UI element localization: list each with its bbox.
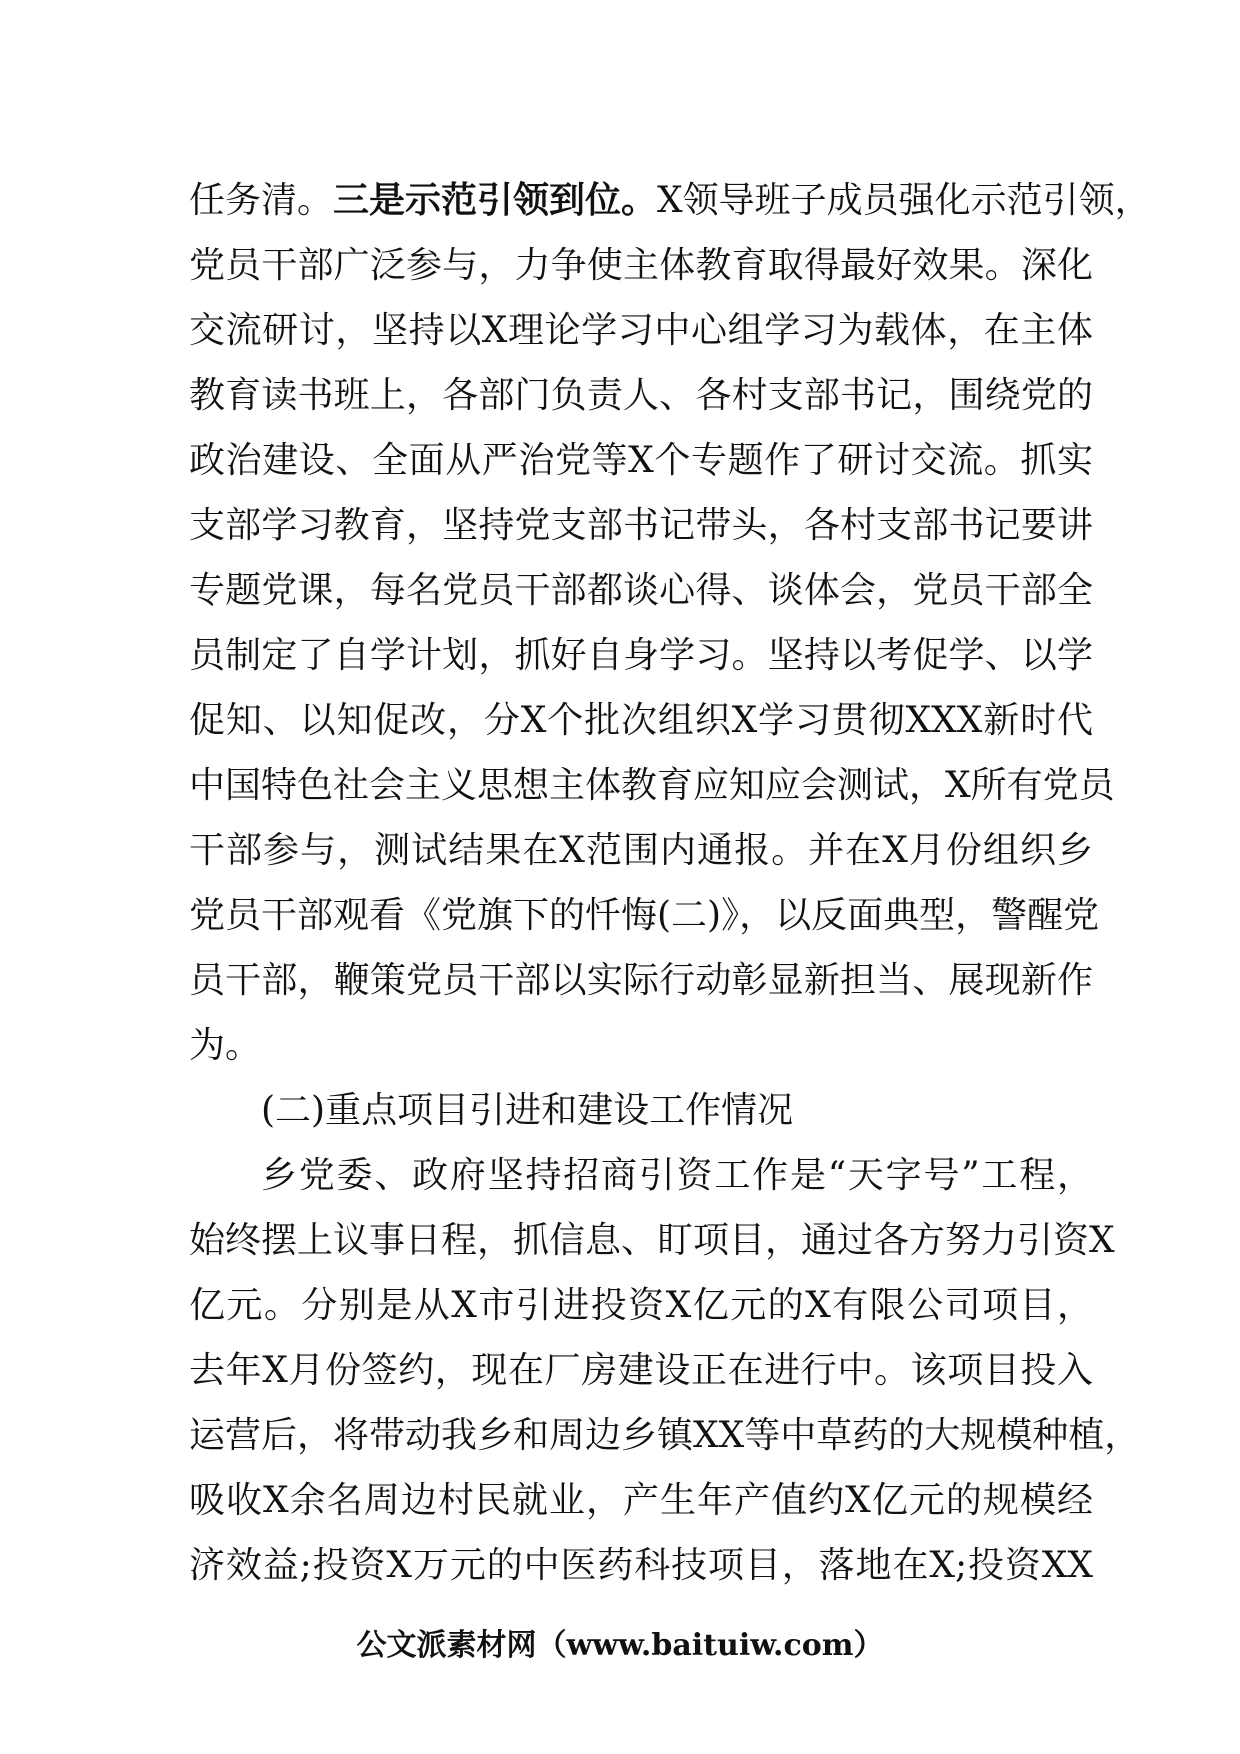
paragraph-line: 员制定了自学计划，抓好自身学习。坚持以考促学、以学 xyxy=(189,635,1093,676)
paragraph-line: 交流研讨，坚持以X理论学习中心组学习为载体，在主体 xyxy=(189,310,1093,351)
paragraph-line: 教育读书班上，各部门负责人、各村支部书记，围绕党的 xyxy=(189,375,1093,416)
paragraph-line: 为。 xyxy=(189,1025,262,1066)
paragraph-line: 济效益;投资X万元的中医药科技项目，落地在X;投资XX xyxy=(189,1545,1093,1586)
paragraph-line: 专题党课，每名党员干部都谈心得、谈体会，党员干部全 xyxy=(189,570,1093,611)
paragraph-line: 支部学习教育，坚持党支部书记带头，各村支部书记要讲 xyxy=(189,505,1093,546)
document-body xyxy=(189,168,1151,1598)
paragraph-line: 员干部，鞭策党员干部以实际行动彰显新担当、展现新作 xyxy=(189,960,1093,1001)
paragraph-line: 始终摆上议事日程，抓信息、盯项目，通过各方努力引资X xyxy=(189,1220,1115,1261)
section-heading: (二)重点项目引进和建设工作情况 xyxy=(261,1090,794,1131)
bold-lead: 三是示范引领到位。 xyxy=(333,180,658,221)
text: 任务清。 xyxy=(189,180,334,221)
paragraph-line: 促知、以知促改，分X个批次组织X学习贯彻XXX新时代 xyxy=(189,700,1093,741)
paragraph-line: 运营后，将带动我乡和周边乡镇XX等中草药的大规模种植， xyxy=(189,1415,1141,1456)
paragraph-line xyxy=(189,168,1151,233)
paragraph-line: 吸收X余名周边村民就业，产生年产值约X亿元的规模经 xyxy=(189,1480,1093,1521)
paragraph-line: 党员干部广泛参与，力争使主体教育取得最好效果。深化 xyxy=(189,245,1093,286)
paragraph-line: 党员干部观看《党旗下的忏悔(二)》，以反面典型，警醒党 xyxy=(189,895,1100,936)
paragraph-line: 干部参与，测试结果在X范围内通报。并在X月份组织乡 xyxy=(189,830,1093,871)
paragraph-line: 亿元。分别是从X市引进投资X亿元的X有限公司项目， xyxy=(189,1285,1093,1326)
paragraph-line: 中国特色社会主义思想主体教育应知应会测试，X所有党员 xyxy=(189,765,1115,806)
paragraph-line: 乡党委、政府坚持招商引资工作是“天字号”工程， xyxy=(261,1155,1093,1196)
text: X领导班子成员强化示范引领， xyxy=(657,180,1151,221)
paragraph-line: 去年X月份签约，现在厂房建设正在进行中。该项目投入 xyxy=(189,1350,1093,1391)
paragraph-line: 政治建设、全面从严治党等X个专题作了研讨交流。抓实 xyxy=(189,440,1093,481)
footer-watermark: 公文派素材网（www.baituiw.com） xyxy=(356,1628,884,1663)
